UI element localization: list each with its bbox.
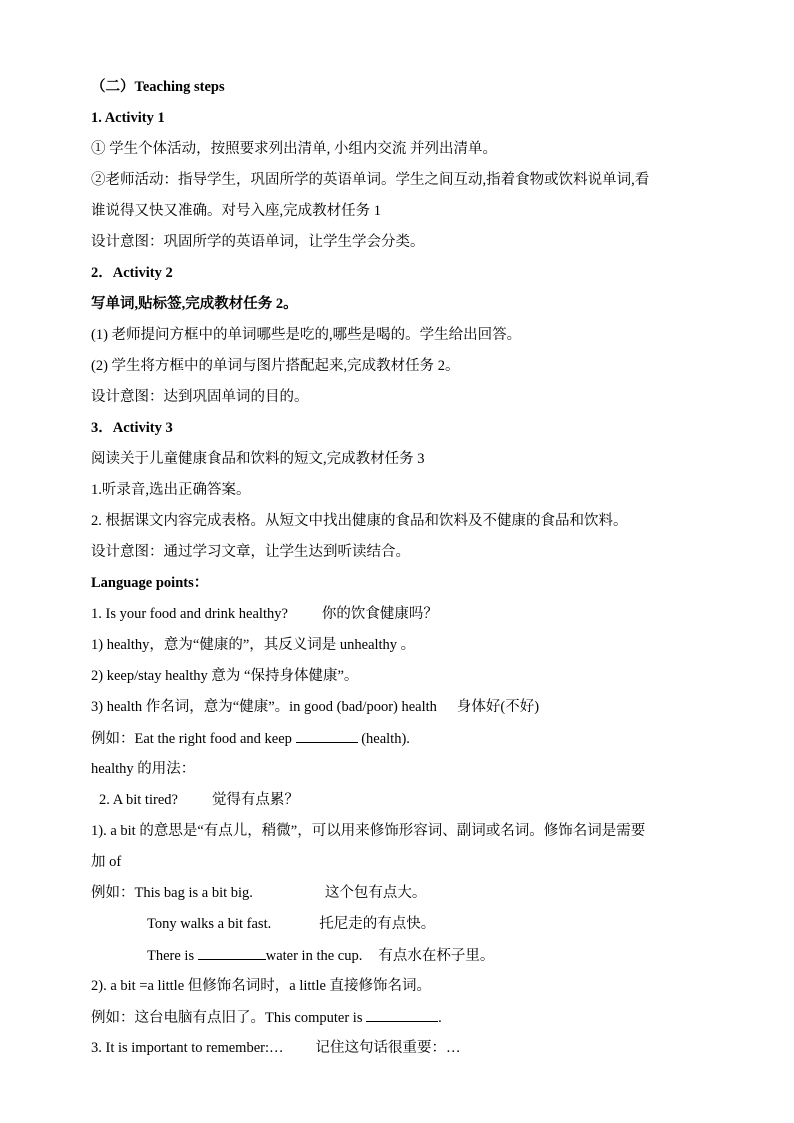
point-2-english: 2. A bit tired?	[99, 792, 178, 808]
example-3-english-end: water in the cup.	[265, 948, 363, 964]
fill-in-blank[interactable]	[366, 1007, 438, 1022]
example-2-english: Tony walks a bit fast.	[147, 916, 272, 932]
point-2-line	[99, 790, 299, 810]
example-1-english: 例如：This bag is a bit big.	[91, 885, 253, 901]
example-4-text: 例如：这台电脑有点旧了。This computer is	[91, 1010, 363, 1026]
point-1-note-3-text: 3) health 作名词，意为“健康”。in good (bad/poor) health	[91, 699, 437, 715]
activity-3-heading: 3．Activity 3	[91, 420, 173, 436]
example-2-chinese: 托尼走的有点快。	[319, 916, 436, 932]
point-1-example-hint: (health).	[361, 731, 410, 747]
activity-2-step-1: (1) 老师提问方框中的单词哪些是吃的,哪些是喝的。学生给出回答。	[91, 327, 522, 343]
point-3-line	[91, 1038, 461, 1058]
activity-2-design-intent: 设计意图：达到巩固单词的目的。	[91, 389, 309, 405]
point-2-note-1-cont: 加 of	[91, 854, 122, 870]
activity-2-step-2: (2) 学生将方框中的单词与图片搭配起来,完成教材任务 2。	[91, 358, 460, 374]
point-3-chinese: 记住这句话很重要：…	[315, 1040, 461, 1056]
example-1-chinese: 这个包有点大。	[324, 885, 427, 901]
section-heading-teaching-steps: （二）Teaching steps	[91, 79, 225, 95]
point-1-note-3-gloss: 身体好(不好)	[456, 699, 540, 715]
point-1-line	[91, 604, 438, 624]
point-2-chinese: 觉得有点累？	[211, 792, 299, 808]
example-3-english-start: There is	[147, 948, 195, 964]
activity-3-task: 阅读关于儿童健康食品和饮料的短文,完成教材任务 3	[91, 451, 425, 467]
activity-1-design-intent: 设计意图：巩固所学的英语单词，让学生学会分类。	[91, 234, 425, 250]
point-2-note-2: 2). a bit =a little 但修饰名词时，a little 直接修饰名词。	[91, 978, 432, 994]
activity-3-step-2: 2. 根据课文内容完成表格。从短文中找出健康的食品和饮料及不健康的食品和饮料。	[91, 513, 628, 529]
example-4-end: .	[438, 1010, 442, 1026]
example-3-chinese: 有点水在杯子里。	[378, 948, 495, 964]
point-1-english: 1. Is your food and drink healthy?	[91, 606, 288, 622]
fill-in-blank[interactable]	[296, 728, 358, 743]
point-2-example-4	[91, 1007, 442, 1027]
point-1-note-1: 1) healthy，意为“健康的”，其反义词是 unhealthy 。	[91, 637, 416, 653]
point-2-example-2	[147, 914, 435, 934]
activity-1-heading: 1. Activity 1	[91, 110, 165, 126]
activity-1-step-1: ① 学生个体活动，按照要求列出清单, 小组内交流 并列出清单。	[91, 141, 497, 157]
point-1-note-2: 2) keep/stay healthy 意为 “保持身体健康”。	[91, 668, 359, 684]
activity-2-heading: 2．Activity 2	[91, 265, 173, 281]
point-3-english: 3. It is important to remember:…	[91, 1040, 284, 1056]
activity-3-design-intent: 设计意图：通过学习文章，让学生达到听读结合。	[91, 544, 410, 560]
activity-1-step-2-cont: 谁说得又快又准确。对号入座,完成教材任务 1	[91, 203, 381, 219]
activity-3-step-1: 1.听录音,选出正确答案。	[91, 482, 251, 498]
point-1-chinese: 你的饮食健康吗？	[321, 606, 438, 622]
point-2-note-1: 1). a bit 的意思是“有点儿，稍微”，可以用来修饰形容词、副词或名词。修饰名词是需要	[91, 823, 646, 839]
activity-1-step-2: ②老师活动：指导学生，巩固所学的英语单词。学生之间互动,指着食物或饮料说单词,看	[91, 172, 650, 188]
point-1-example-text: 例如：Eat the right food and keep	[91, 731, 292, 747]
point-1-example	[91, 728, 410, 748]
point-2-example-1	[91, 883, 426, 903]
activity-2-task: 写单词,贴标签,完成教材任务 2。	[91, 296, 298, 312]
point-1-note-3	[91, 697, 539, 717]
fill-in-blank[interactable]	[198, 945, 266, 960]
healthy-usage-label: healthy 的用法：	[91, 761, 196, 777]
language-points-heading: Language points：	[91, 575, 209, 591]
point-2-example-3	[147, 945, 494, 965]
